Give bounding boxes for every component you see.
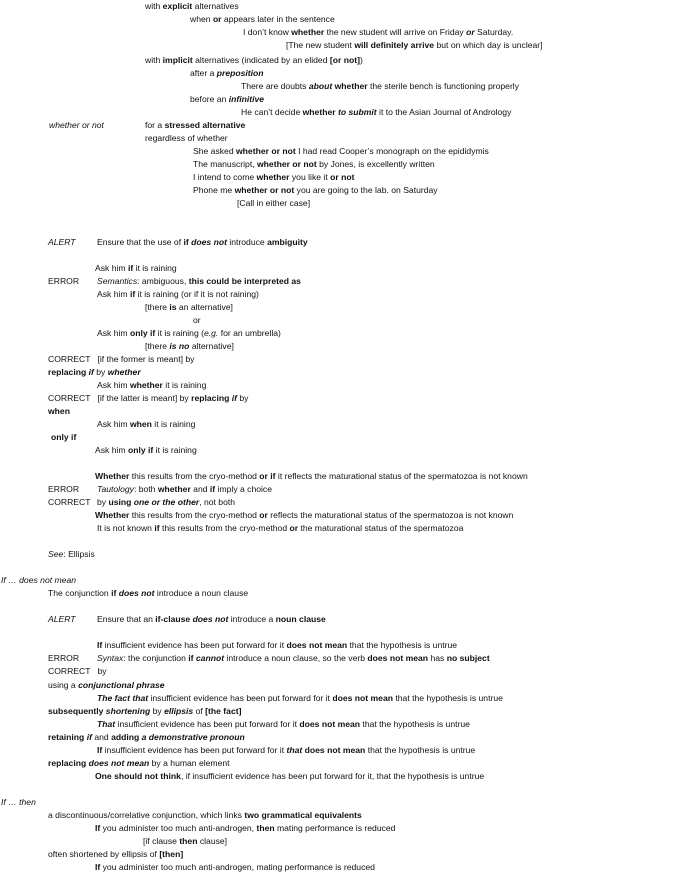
text-segment: ALERT <box>48 614 76 624</box>
text-segment: , if insufficient evidence has been put forward for it, that the hypothesis is untrue <box>180 771 485 781</box>
text-segment: to submit <box>337 107 377 117</box>
text-segment: whether <box>291 27 325 37</box>
alert-label <box>48 614 76 625</box>
text-segment: whether <box>129 380 163 390</box>
text-line <box>48 367 141 378</box>
text-line <box>190 68 264 79</box>
text-segment: insufficient evidence has been put forward for it <box>148 693 333 703</box>
text-line <box>97 640 457 651</box>
text-line <box>95 510 513 521</box>
text-line <box>97 614 326 625</box>
text-segment: when <box>129 419 152 429</box>
text-segment: does not <box>118 588 155 598</box>
text-line <box>193 315 201 326</box>
alert-label <box>48 237 76 248</box>
text-segment: The manuscript, <box>193 159 257 169</box>
text-segment: ERROR <box>48 276 80 286</box>
text-segment: by <box>150 706 165 716</box>
text-segment: If … does not mean <box>1 575 76 585</box>
text-line <box>95 862 375 873</box>
text-segment: has <box>428 653 447 663</box>
text-segment: that the hypothesis is untrue <box>393 693 503 703</box>
text-segment: alternatives <box>192 1 239 11</box>
text-segment: Ensure that an <box>97 614 156 624</box>
text-segment: if <box>188 653 194 663</box>
text-segment: subsequently <box>48 706 104 716</box>
text-line <box>193 146 489 157</box>
text-segment: does not <box>192 614 229 624</box>
text-segment: with <box>145 55 163 65</box>
text-segment: There are doubts <box>241 81 309 91</box>
text-segment: I intend to come <box>193 172 257 182</box>
text-segment: CORRECT <box>48 497 91 507</box>
text-segment: and <box>91 732 112 742</box>
text-segment: a discontinuous/correlative conjunction, which links <box>48 810 245 820</box>
text-segment: See <box>48 549 64 559</box>
text-segment: conjunctional phrase <box>78 680 165 690</box>
text-line <box>95 823 395 834</box>
text-segment: One should not think <box>95 771 181 781</box>
text-segment: it is raining ( <box>155 328 204 338</box>
text-segment: it to the Asian Journal of Andrology <box>376 107 512 117</box>
text-segment: if <box>111 588 117 598</box>
text-segment: implicit <box>162 55 193 65</box>
text-segment: by <box>93 367 108 377</box>
text-segment: if <box>183 237 189 247</box>
text-segment: this could be interpreted as <box>188 276 301 286</box>
text-line <box>97 523 463 534</box>
text-line <box>48 680 165 691</box>
text-segment: : both <box>133 484 158 494</box>
text-segment: you like it <box>289 172 331 182</box>
text-segment: by <box>97 497 109 507</box>
text-segment: does not mean <box>286 640 348 650</box>
text-segment: this results from the cryo-method <box>129 471 260 481</box>
text-segment: does not <box>191 237 227 247</box>
text-segment: retaining <box>48 732 85 742</box>
text-segment: you administer too much anti-androgen, mating performance is reduced <box>100 862 375 872</box>
text-segment: Phone me <box>193 185 235 195</box>
text-segment: preposition <box>216 68 264 78</box>
error-label <box>48 484 79 495</box>
text-segment: clause] <box>197 836 228 846</box>
text-segment: CORRECT [if the former is meant] by <box>48 354 195 364</box>
text-segment: only if <box>127 445 154 455</box>
text-line <box>193 185 438 196</box>
text-segment: does not mean <box>304 745 366 755</box>
text-line <box>48 810 362 821</box>
text-line <box>97 289 259 300</box>
text-line <box>145 302 233 313</box>
text-segment: only if <box>51 432 77 442</box>
text-line <box>241 107 511 118</box>
section-heading <box>1 575 76 586</box>
text-segment: of <box>193 706 206 716</box>
text-segment: no subject <box>446 653 490 663</box>
text-segment: noun clause <box>275 614 326 624</box>
text-line <box>193 172 354 183</box>
text-segment: does not mean <box>88 758 150 768</box>
text-segment: reflects the maturational status of the spermatozoa is not known <box>267 510 514 520</box>
text-segment: it is raining <box>151 419 196 429</box>
text-line <box>97 719 470 730</box>
text-segment: whether <box>334 81 368 91</box>
text-segment: but on which day is unclear] <box>434 40 543 50</box>
text-segment: [if clause <box>143 836 180 846</box>
text-segment: mating performance is reduced <box>274 823 396 833</box>
text-segment: if <box>209 484 216 494</box>
error-label <box>48 276 79 287</box>
text-segment: [there <box>145 341 170 351</box>
text-segment: introduce a noun clause, so the verb <box>224 653 368 663</box>
text-line <box>241 81 519 92</box>
text-line <box>97 237 308 248</box>
text-line <box>190 94 264 105</box>
text-segment: Tautology <box>97 484 134 494</box>
text-segment: by a human element <box>149 758 230 768</box>
text-segment: when <box>190 14 213 24</box>
text-segment: or <box>289 523 299 533</box>
text-segment: I had read Cooper’s monograph on the epididymis <box>295 146 489 156</box>
section-heading <box>1 797 36 808</box>
text-segment: for an umbrella) <box>218 328 281 338</box>
text-segment: the sterile bench is functioning properly <box>367 81 520 91</box>
text-segment: stressed alternative <box>164 120 246 130</box>
text-segment: insufficient evidence has been put forward for it <box>102 640 287 650</box>
text-segment: The fact that <box>97 693 149 703</box>
text-line <box>48 758 230 769</box>
text-segment: is <box>169 302 177 312</box>
text-segment: this results from the cryo-method <box>129 510 260 520</box>
text-segment: does not mean <box>367 653 429 663</box>
text-segment: if-clause <box>155 614 191 624</box>
text-segment: whether <box>302 107 336 117</box>
text-segment: it is raining <box>133 263 177 273</box>
text-segment: you administer too much anti-androgen, <box>100 823 257 833</box>
text-segment: introduce a noun clause <box>154 588 249 598</box>
text-segment: you are going to the lab. on Saturday <box>294 185 438 195</box>
text-line <box>193 159 435 170</box>
text-line <box>95 471 528 482</box>
text-segment: before an <box>190 94 229 104</box>
text-segment: whether <box>107 367 141 377</box>
text-line <box>145 120 245 131</box>
text-segment: alternative] <box>189 341 234 351</box>
text-segment: for a <box>145 120 165 130</box>
text-segment: I don’t know <box>243 27 292 37</box>
text-segment: or if <box>259 471 276 481</box>
text-line <box>145 133 228 144</box>
text-segment: replacing <box>191 393 230 403</box>
text-line <box>95 771 484 782</box>
text-segment: whether or not <box>234 185 295 195</box>
text-line <box>97 693 503 704</box>
text-segment: if <box>127 263 134 273</box>
text-segment: replacing <box>48 758 87 768</box>
text-line <box>97 276 301 287</box>
text-segment: insufficient evidence has been put forward for it <box>102 745 287 755</box>
text-line <box>48 706 241 717</box>
text-segment: If <box>95 823 101 833</box>
text-segment: by Jones, is excellently written <box>316 159 435 169</box>
text-segment: when <box>48 406 70 416</box>
text-segment: ) <box>359 55 363 65</box>
text-segment: Ensure that the use of <box>97 237 184 247</box>
text-segment: Ask him <box>95 263 128 273</box>
text-segment: it reflects the maturational status of the spermatozoa is not known <box>275 471 528 481</box>
text-segment: regardless of whether <box>145 133 228 143</box>
text-segment: adding <box>111 732 140 742</box>
text-line <box>48 588 248 599</box>
text-segment: if <box>231 393 237 403</box>
text-segment: : the conjunction <box>123 653 189 663</box>
text-segment: if <box>88 367 94 377</box>
text-segment: using <box>108 497 132 507</box>
text-line <box>97 484 272 495</box>
text-segment: e.g. <box>203 328 219 338</box>
text-segment: That <box>97 719 116 729</box>
text-segment: does not mean <box>299 719 361 729</box>
text-segment: or <box>466 27 475 37</box>
text-segment: that the hypothesis is untrue <box>365 745 476 755</box>
text-line <box>97 497 235 508</box>
text-segment: this results from the cryo-method <box>159 523 290 533</box>
text-segment: with <box>145 1 163 11</box>
text-segment: about <box>308 81 333 91</box>
text-segment: [The new student <box>286 40 355 50</box>
text-segment: : ambiguous, <box>137 276 189 286</box>
text-segment: whether <box>256 172 290 182</box>
text-segment: an alternative] <box>176 302 233 312</box>
text-line <box>51 432 76 443</box>
text-segment: or <box>193 315 201 325</box>
text-segment: CORRECT [if the latter is meant] by <box>48 393 192 403</box>
text-segment: Ask him <box>97 419 130 429</box>
section-label <box>49 120 104 131</box>
text-segment: He can’t decide <box>241 107 303 117</box>
text-segment: [Call in either case] <box>237 198 311 208</box>
text-segment: that <box>286 745 303 755</box>
text-segment: if <box>154 523 160 533</box>
text-segment: using a <box>48 680 79 690</box>
text-segment: whether or not <box>49 120 104 130</box>
text-line <box>190 14 335 25</box>
text-segment: It is not known <box>97 523 155 533</box>
text-segment: and <box>190 484 210 494</box>
text-segment: imply a choice <box>215 484 273 494</box>
text-segment: it is raining (or if it is not raining) <box>135 289 259 299</box>
text-segment: Whether <box>95 510 130 520</box>
text-segment: the maturational status of the spermatozoa <box>298 523 464 533</box>
text-line <box>95 263 177 274</box>
text-line <box>237 198 310 209</box>
text-segment: a demonstrative pronoun <box>141 732 245 742</box>
text-line <box>97 380 206 391</box>
text-segment: does not mean <box>332 693 393 703</box>
text-segment: only if <box>129 328 156 338</box>
text-segment: introduce <box>226 237 268 247</box>
text-segment: Ask him <box>97 328 130 338</box>
text-segment: Whether <box>95 471 130 481</box>
text-segment: that the hypothesis is untrue <box>360 719 470 729</box>
text-segment: or <box>212 14 222 24</box>
text-segment: ellipsis <box>164 706 194 716</box>
text-segment: or <box>259 510 268 520</box>
text-segment: if <box>86 732 92 742</box>
text-segment: Ask him <box>97 289 130 299</box>
text-segment: [the fact] <box>205 706 242 716</box>
text-segment: one or the other <box>133 497 200 507</box>
text-segment: If … then <box>1 797 36 807</box>
text-segment: it is raining <box>153 445 197 455</box>
text-segment: often shortened by ellipsis of <box>48 849 160 859</box>
text-line <box>286 40 543 51</box>
text-segment: cannot <box>195 653 225 663</box>
text-line <box>97 745 475 756</box>
text-segment: by <box>236 393 249 403</box>
text-segment: Saturday. <box>474 27 514 37</box>
text-line <box>48 406 70 417</box>
text-line <box>48 849 183 860</box>
text-segment: after a <box>190 68 217 78</box>
text-line <box>145 55 363 66</box>
text-segment: then <box>256 823 275 833</box>
text-line <box>48 732 245 743</box>
text-segment: will definitely arrive <box>354 40 435 50</box>
text-segment: : Ellipsis <box>63 549 95 559</box>
text-segment: [there <box>145 302 170 312</box>
text-segment: that the hypothesis is untrue <box>347 640 458 650</box>
text-segment: appears later in the sentence <box>221 14 335 24</box>
text-segment: insufficient evidence has been put forward for it <box>115 719 300 729</box>
correct-label <box>48 393 248 404</box>
text-segment: whether or not <box>257 159 317 169</box>
text-segment: alternatives (indicated by an elided <box>192 55 330 65</box>
text-segment: She asked <box>193 146 236 156</box>
text-line <box>97 653 490 664</box>
correct-label <box>48 497 91 508</box>
text-segment: Syntax <box>97 653 124 663</box>
text-segment: [or not] <box>329 55 360 65</box>
text-line <box>145 1 239 12</box>
text-line <box>243 27 513 38</box>
text-segment: ERROR <box>48 484 80 494</box>
text-segment: explicit <box>162 1 193 11</box>
text-segment: two grammatical equivalents <box>244 810 362 820</box>
text-segment: shortening <box>105 706 151 716</box>
text-segment: Semantics <box>97 276 138 286</box>
text-segment: replacing <box>48 367 87 377</box>
text-segment: Ask him <box>97 380 130 390</box>
text-segment: ambiguity <box>267 237 308 247</box>
correct-label <box>48 666 107 677</box>
text-segment: [then] <box>159 849 184 859</box>
text-segment: If <box>97 640 103 650</box>
text-segment: Ask him <box>95 445 128 455</box>
text-segment: whether <box>157 484 191 494</box>
text-segment: If <box>97 745 103 755</box>
text-segment: , not both <box>199 497 236 507</box>
text-segment: the new student will arrive on Friday <box>324 27 467 37</box>
text-segment: or not <box>330 172 355 182</box>
text-segment: CORRECT by <box>48 666 107 676</box>
text-segment: ERROR <box>48 653 80 663</box>
text-segment: infinitive <box>228 94 265 104</box>
text-segment: whether or not <box>236 146 296 156</box>
text-line <box>143 836 227 847</box>
text-line <box>95 445 197 456</box>
text-segment: introduce a <box>228 614 276 624</box>
correct-label <box>48 354 194 365</box>
text-segment: it is raining <box>162 380 207 390</box>
text-line <box>145 341 234 352</box>
text-segment: ALERT <box>48 237 76 247</box>
text-line <box>97 328 281 339</box>
text-segment: The conjunction <box>48 588 112 598</box>
see-also <box>48 549 95 560</box>
error-label <box>48 653 79 664</box>
text-segment: If <box>95 862 101 872</box>
text-segment: is no <box>169 341 190 351</box>
text-segment: if <box>129 289 136 299</box>
text-segment: then <box>179 836 198 846</box>
text-line <box>97 419 195 430</box>
